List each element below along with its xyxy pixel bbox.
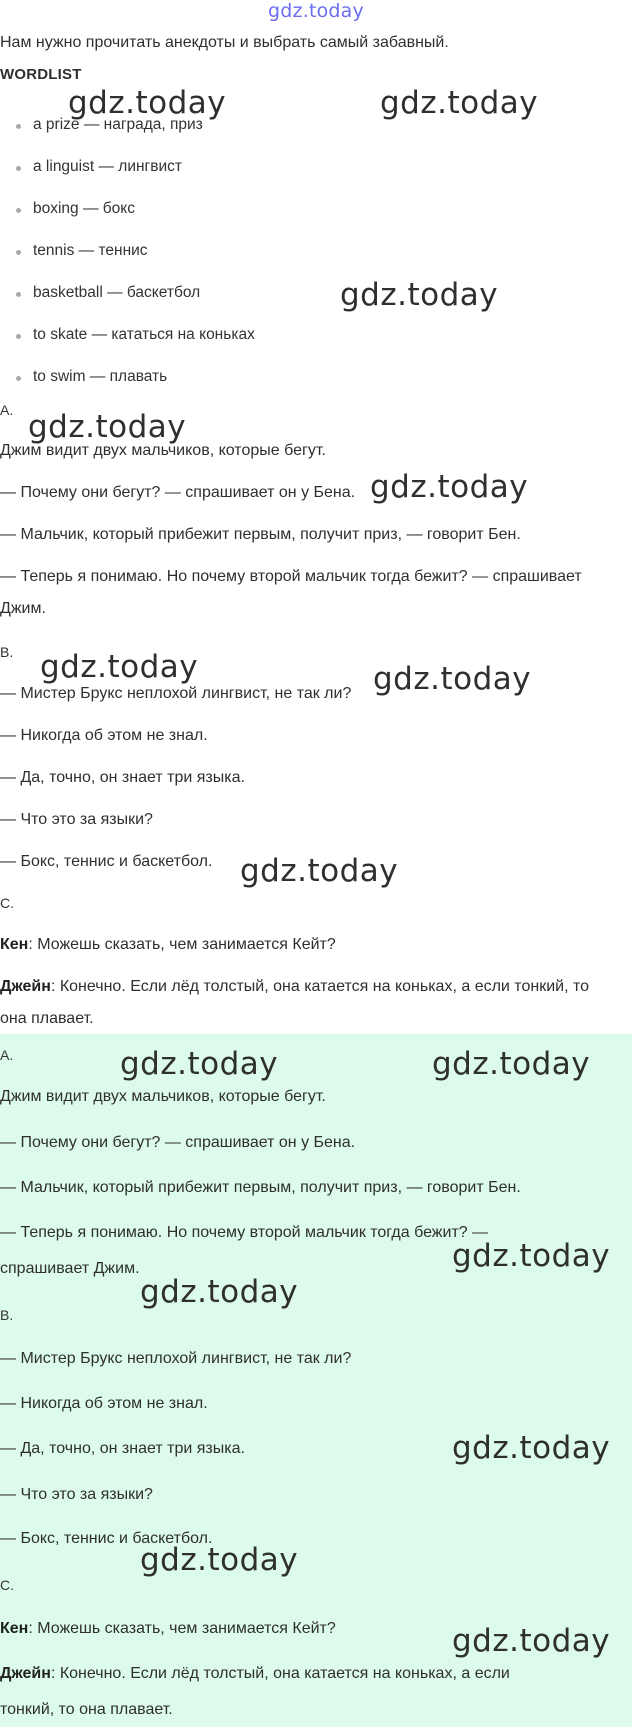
- wordlist-item: boxing — бокс: [33, 200, 135, 217]
- answer-line: — Мистер Брукс неплохой лингвист, не так ли?: [0, 1350, 352, 1367]
- bullet-icon: [16, 124, 21, 129]
- answer-line: Джим видит двух мальчиков, которые бегут.: [0, 1088, 326, 1105]
- answer-line: — Бокс, теннис и баскетбол.: [0, 1530, 213, 1547]
- story-line: — Почему они бегут? — спрашивает он у Бена.: [0, 484, 356, 501]
- speaker-name: Джейн: [0, 978, 51, 995]
- dialogue-text: : Можешь сказать, чем занимается Кейт?: [28, 1620, 336, 1637]
- bullet-icon: [16, 166, 21, 171]
- story-line: — Теперь я понимаю. Но почему второй мальчик тогда бежит? — спрашивает: [0, 568, 582, 585]
- watermark: gdz.today: [380, 85, 539, 121]
- watermark: gdz.today: [452, 1238, 611, 1274]
- section-letter: B.: [0, 644, 14, 660]
- section-letter: C.: [0, 895, 14, 911]
- wordlist-item: a prize — награда, приз: [33, 116, 203, 133]
- bullet-icon: [16, 292, 21, 297]
- answer-line: — Мальчик, который прибежит первым, получит приз, — говорит Бен.: [0, 1179, 521, 1196]
- speaker-name: Джейн: [0, 1665, 51, 1682]
- answer-dialogue-ken: [0, 1619, 336, 1639]
- story-line: — Мистер Брукс неплохой лингвист, не так ли?: [0, 685, 352, 702]
- answer-line: — Никогда об этом не знал.: [0, 1395, 208, 1412]
- answer-line: спрашивает Джим.: [0, 1260, 140, 1277]
- header-watermark: gdz.today: [268, 0, 364, 22]
- story-line: — Никогда об этом не знал.: [0, 727, 208, 744]
- answer-line: — Да, точно, он знает три языка.: [0, 1440, 245, 1457]
- story-line: Джим видит двух мальчиков, которые бегут.: [0, 442, 326, 459]
- dialogue-text: : Конечно. Если лёд толстый, она катается на коньках, а если: [50, 1665, 510, 1682]
- story-line: — Мальчик, который прибежит первым, получит приз, — говорит Бен.: [0, 526, 521, 543]
- watermark: gdz.today: [452, 1623, 611, 1659]
- speaker-name: Кен: [0, 1620, 29, 1637]
- bullet-icon: [16, 208, 21, 213]
- section-letter: A.: [0, 1047, 14, 1063]
- answer-line: — Почему они бегут? — спрашивает он у Бена.: [0, 1134, 356, 1151]
- dialogue-text: : Конечно. Если лёд толстый, она катается на коньках, а если тонкий, то: [50, 978, 589, 995]
- wordlist-item: to swim — плавать: [33, 368, 168, 385]
- wordlist-item: tennis — теннис: [33, 242, 148, 259]
- watermark: gdz.today: [452, 1430, 611, 1466]
- story-line: — Да, точно, он знает три языка.: [0, 769, 245, 786]
- story-line: Джим.: [0, 600, 46, 617]
- watermark: gdz.today: [432, 1046, 591, 1082]
- wordlist-item: to skate — кататься на коньках: [33, 326, 255, 343]
- section-letter: C.: [0, 1577, 14, 1593]
- answer-line: — Что это за языки?: [0, 1486, 153, 1503]
- watermark: gdz.today: [140, 1542, 299, 1578]
- watermark: gdz.today: [240, 853, 399, 889]
- watermark: gdz.today: [28, 409, 187, 445]
- watermark: gdz.today: [140, 1274, 299, 1310]
- answer-line: — Теперь я понимаю. Но почему второй мальчик тогда бежит? —: [0, 1224, 489, 1241]
- story-line: — Что это за языки?: [0, 811, 153, 828]
- watermark: gdz.today: [40, 649, 199, 685]
- watermark: gdz.today: [370, 469, 529, 505]
- bullet-icon: [16, 250, 21, 255]
- intro-text: Нам нужно прочитать анекдоты и выбрать самый забавный.: [0, 34, 449, 51]
- bullet-icon: [16, 334, 21, 339]
- bullet-icon: [16, 376, 21, 381]
- answer-dialogue-jane: [0, 1664, 510, 1684]
- dialogue-line-ken: [0, 935, 336, 955]
- watermark: gdz.today: [68, 85, 227, 121]
- watermark: gdz.today: [373, 661, 532, 697]
- dialogue-line-jane: [0, 977, 589, 997]
- wordlist-title: WORDLIST: [0, 66, 82, 83]
- story-line: — Бокс, теннис и баскетбол.: [0, 853, 213, 870]
- dialogue-text: : Можешь сказать, чем занимается Кейт?: [28, 936, 336, 953]
- dialogue-line-jane-continued: она плавает.: [0, 1010, 94, 1027]
- section-letter: B.: [0, 1307, 14, 1323]
- speaker-name: Кен: [0, 936, 29, 953]
- wordlist-item: basketball — баскетбол: [33, 284, 201, 301]
- answer-dialogue-jane-continued: тонкий, то она плавает.: [0, 1701, 173, 1718]
- wordlist-item: a linguist — лингвист: [33, 158, 182, 175]
- watermark: gdz.today: [120, 1046, 279, 1082]
- watermark: gdz.today: [340, 277, 499, 313]
- section-letter: A.: [0, 402, 14, 418]
